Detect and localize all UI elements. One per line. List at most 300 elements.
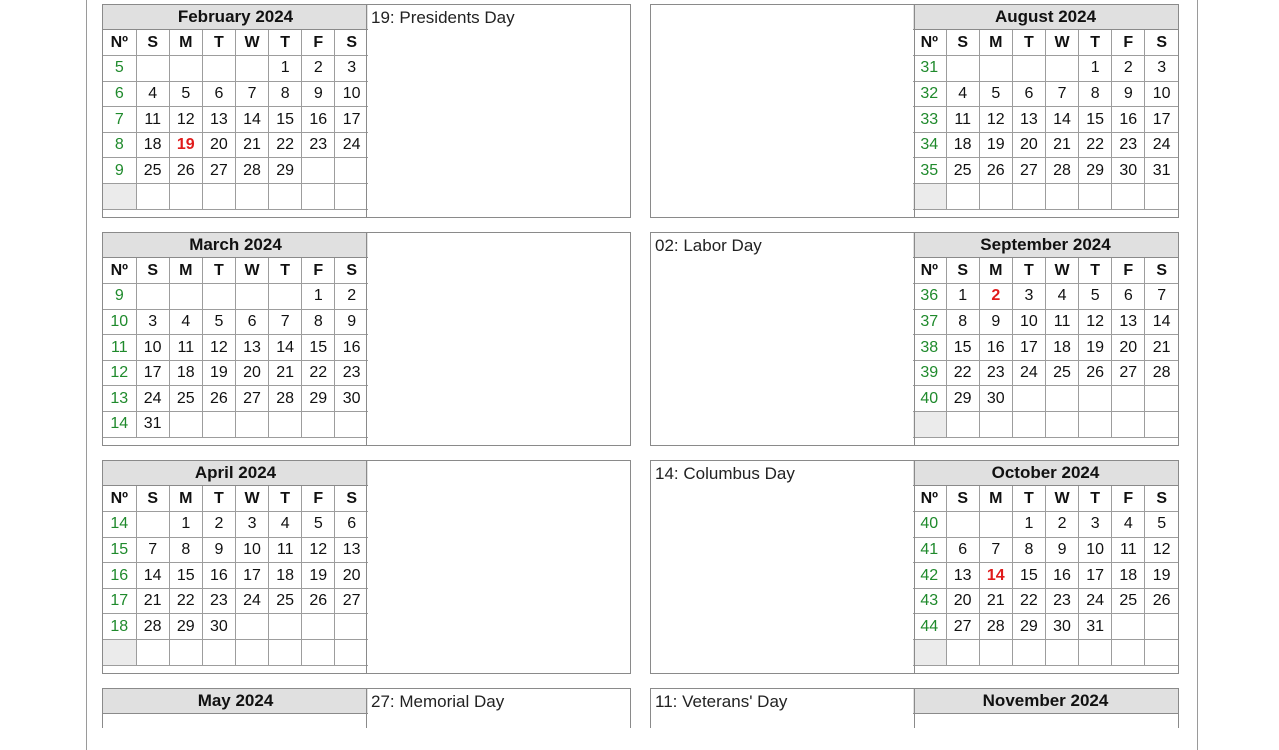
day-cell: 29 <box>1012 614 1045 640</box>
week-row <box>103 412 368 438</box>
day-cell: 9 <box>335 309 368 335</box>
month-panel <box>650 460 1179 674</box>
day-cell: 9 <box>302 81 335 107</box>
month-panel <box>650 232 1179 446</box>
month-title: May 2024 <box>103 689 368 714</box>
day-cell: 25 <box>946 158 979 184</box>
day-cell: 15 <box>269 107 302 133</box>
empty-day <box>302 184 335 210</box>
day-cell: 24 <box>1079 588 1112 614</box>
day-cell: 17 <box>1012 335 1045 361</box>
day-cell: 25 <box>136 158 169 184</box>
day-cell: 15 <box>302 335 335 361</box>
day-cell: 6 <box>1112 284 1145 310</box>
day-cell: 27 <box>946 614 979 640</box>
day-cell: 3 <box>236 512 269 538</box>
day-cell: 10 <box>1079 537 1112 563</box>
weekday-header-row <box>103 30 368 56</box>
empty-day <box>202 284 235 310</box>
day-cell: 29 <box>1079 158 1112 184</box>
day-cell: 20 <box>202 132 235 158</box>
week-row <box>913 588 1178 614</box>
week-number: 12 <box>103 360 136 386</box>
day-cell: 23 <box>979 360 1012 386</box>
empty-day <box>1079 412 1112 438</box>
day-cell: 21 <box>236 132 269 158</box>
day-cell: 20 <box>1012 132 1045 158</box>
day-cell: 23 <box>335 360 368 386</box>
empty-day <box>946 56 979 82</box>
empty-day <box>236 284 269 310</box>
day-cell: 4 <box>946 81 979 107</box>
day-cell: 25 <box>1112 588 1145 614</box>
empty-day <box>1079 184 1112 210</box>
empty-day <box>1079 386 1112 412</box>
holiday-day-cell: 19 <box>169 132 202 158</box>
month-panel <box>650 688 1179 728</box>
holiday-notes: 27: Memorial Day <box>366 689 630 728</box>
week-row <box>103 184 368 210</box>
day-cell: 8 <box>1079 81 1112 107</box>
day-cell: 31 <box>136 412 169 438</box>
week-number: 39 <box>913 360 946 386</box>
week-number-header: Nº <box>103 30 136 56</box>
day-cell: 10 <box>136 335 169 361</box>
month-calendar <box>103 461 368 666</box>
day-cell: 7 <box>1046 81 1079 107</box>
empty-day <box>1079 640 1112 666</box>
day-cell: 18 <box>1112 563 1145 589</box>
weekday-header: F <box>1112 258 1145 284</box>
day-cell: 20 <box>236 360 269 386</box>
empty-day <box>202 184 235 210</box>
week-number: 41 <box>913 537 946 563</box>
day-cell: 7 <box>136 537 169 563</box>
day-cell: 29 <box>946 386 979 412</box>
weekday-header: W <box>1046 30 1079 56</box>
day-cell: 6 <box>236 309 269 335</box>
day-cell: 17 <box>136 360 169 386</box>
weekday-header: S <box>335 258 368 284</box>
day-cell: 22 <box>946 360 979 386</box>
day-cell: 23 <box>202 588 235 614</box>
week-row <box>103 56 368 82</box>
empty-day <box>136 640 169 666</box>
week-row <box>103 309 368 335</box>
weekday-header: F <box>302 486 335 512</box>
weekday-header: F <box>1112 30 1145 56</box>
weekday-header-row <box>103 486 368 512</box>
day-cell: 7 <box>1145 284 1178 310</box>
week-number: 6 <box>103 81 136 107</box>
month-title: October 2024 <box>913 461 1178 486</box>
day-cell: 26 <box>979 158 1012 184</box>
day-cell: 18 <box>946 132 979 158</box>
weekday-header: S <box>946 486 979 512</box>
day-cell: 26 <box>202 386 235 412</box>
day-cell: 18 <box>1046 335 1079 361</box>
day-cell: 13 <box>335 537 368 563</box>
weekday-header-row <box>103 258 368 284</box>
day-cell: 28 <box>236 158 269 184</box>
day-cell: 3 <box>136 309 169 335</box>
day-cell: 11 <box>946 107 979 133</box>
empty-day <box>236 56 269 82</box>
day-cell: 2 <box>335 284 368 310</box>
day-cell: 26 <box>169 158 202 184</box>
holiday-notes: 19: Presidents Day <box>366 5 630 217</box>
weekday-header: T <box>1012 30 1045 56</box>
month-calendar <box>103 5 368 210</box>
weekday-header: T <box>202 30 235 56</box>
day-cell: 8 <box>302 309 335 335</box>
week-row <box>103 588 368 614</box>
day-cell: 2 <box>1112 56 1145 82</box>
week-row <box>103 158 368 184</box>
weekday-header: S <box>1145 486 1178 512</box>
empty-day <box>269 412 302 438</box>
weekday-header: S <box>335 30 368 56</box>
week-row <box>103 386 368 412</box>
empty-day <box>236 614 269 640</box>
empty-day <box>302 640 335 666</box>
day-cell: 10 <box>1012 309 1045 335</box>
week-number: 32 <box>913 81 946 107</box>
day-cell: 21 <box>136 588 169 614</box>
weekday-header: T <box>1079 486 1112 512</box>
empty-day <box>1012 412 1045 438</box>
week-row <box>913 412 1178 438</box>
empty-day <box>979 412 1012 438</box>
week-row <box>913 81 1178 107</box>
day-cell: 7 <box>979 537 1012 563</box>
empty-day <box>979 184 1012 210</box>
weekday-header: S <box>946 258 979 284</box>
empty-day <box>335 184 368 210</box>
day-grid <box>913 486 1178 666</box>
day-cell: 21 <box>979 588 1012 614</box>
day-cell: 15 <box>1079 107 1112 133</box>
empty-day <box>136 512 169 538</box>
weekday-header: T <box>269 30 302 56</box>
day-cell: 9 <box>1046 537 1079 563</box>
day-cell: 29 <box>169 614 202 640</box>
month-panel <box>102 4 631 218</box>
empty-day <box>169 184 202 210</box>
week-number: 7 <box>103 107 136 133</box>
empty-day <box>169 640 202 666</box>
week-row <box>913 386 1178 412</box>
day-cell: 31 <box>1079 614 1112 640</box>
empty-day <box>236 412 269 438</box>
day-cell: 19 <box>1145 563 1178 589</box>
empty-day <box>302 412 335 438</box>
week-row <box>913 614 1178 640</box>
day-cell: 13 <box>202 107 235 133</box>
day-cell: 28 <box>136 614 169 640</box>
day-cell: 20 <box>946 588 979 614</box>
day-cell: 22 <box>169 588 202 614</box>
day-cell: 19 <box>202 360 235 386</box>
day-cell: 11 <box>1112 537 1145 563</box>
empty-day <box>136 184 169 210</box>
day-cell: 24 <box>236 588 269 614</box>
weekday-header: W <box>236 486 269 512</box>
day-cell: 9 <box>1112 81 1145 107</box>
weekday-header: T <box>269 258 302 284</box>
weekday-header: T <box>1012 486 1045 512</box>
day-cell: 27 <box>1012 158 1045 184</box>
day-cell: 13 <box>1112 309 1145 335</box>
weekday-header: S <box>136 258 169 284</box>
day-cell: 4 <box>136 81 169 107</box>
day-cell: 17 <box>236 563 269 589</box>
week-number <box>913 640 946 666</box>
week-number: 5 <box>103 56 136 82</box>
week-number-header: Nº <box>103 486 136 512</box>
week-number: 9 <box>103 284 136 310</box>
week-row <box>913 309 1178 335</box>
empty-day <box>136 56 169 82</box>
day-cell: 4 <box>1112 512 1145 538</box>
day-cell: 1 <box>169 512 202 538</box>
weekday-header: M <box>979 30 1012 56</box>
day-cell: 6 <box>202 81 235 107</box>
day-cell: 1 <box>946 284 979 310</box>
calendar-page <box>86 0 1198 750</box>
day-cell: 18 <box>269 563 302 589</box>
empty-day <box>1012 386 1045 412</box>
week-number: 13 <box>103 386 136 412</box>
day-cell: 14 <box>236 107 269 133</box>
day-cell: 30 <box>1112 158 1145 184</box>
day-grid <box>913 30 1178 210</box>
day-cell: 13 <box>236 335 269 361</box>
day-cell: 4 <box>169 309 202 335</box>
day-cell: 3 <box>335 56 368 82</box>
empty-day <box>335 614 368 640</box>
day-cell: 12 <box>1145 537 1178 563</box>
day-cell: 20 <box>1112 335 1145 361</box>
week-number: 9 <box>103 158 136 184</box>
week-row <box>103 335 368 361</box>
week-number <box>913 184 946 210</box>
week-row <box>103 563 368 589</box>
empty-day <box>169 56 202 82</box>
day-cell: 16 <box>979 335 1012 361</box>
week-number-header: Nº <box>103 258 136 284</box>
weekday-header: S <box>1145 30 1178 56</box>
week-number: 14 <box>103 512 136 538</box>
empty-day <box>1145 640 1178 666</box>
weekday-header: F <box>302 258 335 284</box>
weekday-header-row <box>913 258 1178 284</box>
empty-day <box>169 412 202 438</box>
month-panel <box>650 4 1179 218</box>
day-cell: 24 <box>335 132 368 158</box>
weekday-header: M <box>979 258 1012 284</box>
weekday-header: W <box>236 30 269 56</box>
weekday-header: F <box>1112 486 1145 512</box>
holiday-notes: 14: Columbus Day <box>651 461 915 673</box>
empty-day <box>1112 640 1145 666</box>
day-cell: 11 <box>1046 309 1079 335</box>
day-grid <box>913 258 1178 438</box>
week-number: 8 <box>103 132 136 158</box>
day-cell: 1 <box>1079 56 1112 82</box>
week-row <box>913 132 1178 158</box>
day-cell: 6 <box>946 537 979 563</box>
week-row <box>913 158 1178 184</box>
empty-day <box>1145 184 1178 210</box>
weekday-header: M <box>169 486 202 512</box>
empty-day <box>335 640 368 666</box>
empty-day <box>1112 614 1145 640</box>
week-number: 37 <box>913 309 946 335</box>
empty-day <box>202 56 235 82</box>
day-cell: 28 <box>1046 158 1079 184</box>
day-cell: 9 <box>202 537 235 563</box>
empty-day <box>1145 614 1178 640</box>
week-number: 40 <box>913 512 946 538</box>
day-grid <box>103 258 368 438</box>
week-row <box>913 335 1178 361</box>
month-title: September 2024 <box>913 233 1178 258</box>
day-cell: 4 <box>1046 284 1079 310</box>
holiday-notes <box>366 461 630 673</box>
day-cell: 25 <box>269 588 302 614</box>
week-number: 18 <box>103 614 136 640</box>
month-panel <box>102 688 631 728</box>
empty-day <box>202 412 235 438</box>
month-title: August 2024 <box>913 5 1178 30</box>
week-row <box>103 614 368 640</box>
month-title: March 2024 <box>103 233 368 258</box>
week-row <box>103 81 368 107</box>
weekday-header: S <box>335 486 368 512</box>
day-cell: 21 <box>269 360 302 386</box>
day-cell: 5 <box>1145 512 1178 538</box>
month-calendar <box>913 5 1178 210</box>
holiday-day-cell: 2 <box>979 284 1012 310</box>
empty-day <box>302 158 335 184</box>
day-cell: 30 <box>335 386 368 412</box>
week-number-header: Nº <box>913 258 946 284</box>
weekday-header: T <box>1079 30 1112 56</box>
day-cell: 9 <box>979 309 1012 335</box>
week-row <box>913 360 1178 386</box>
week-number: 34 <box>913 132 946 158</box>
empty-day <box>335 158 368 184</box>
empty-day <box>946 412 979 438</box>
day-cell: 24 <box>136 386 169 412</box>
day-cell: 21 <box>1046 132 1079 158</box>
week-number: 44 <box>913 614 946 640</box>
day-cell: 19 <box>302 563 335 589</box>
empty-day <box>1046 184 1079 210</box>
empty-day <box>169 284 202 310</box>
day-cell: 16 <box>1112 107 1145 133</box>
month-calendar <box>103 233 368 438</box>
day-cell: 27 <box>236 386 269 412</box>
empty-day <box>1046 386 1079 412</box>
day-cell: 14 <box>136 563 169 589</box>
day-cell: 23 <box>302 132 335 158</box>
day-cell: 18 <box>136 132 169 158</box>
day-cell: 22 <box>302 360 335 386</box>
day-cell: 1 <box>269 56 302 82</box>
week-number: 35 <box>913 158 946 184</box>
day-cell: 24 <box>1012 360 1045 386</box>
week-row <box>103 360 368 386</box>
day-cell: 27 <box>335 588 368 614</box>
day-cell: 17 <box>1145 107 1178 133</box>
day-cell: 1 <box>1012 512 1045 538</box>
week-number-header: Nº <box>913 30 946 56</box>
day-cell: 10 <box>1145 81 1178 107</box>
week-number: 33 <box>913 107 946 133</box>
empty-day <box>1012 56 1045 82</box>
day-cell: 11 <box>269 537 302 563</box>
week-number: 14 <box>103 412 136 438</box>
day-cell: 12 <box>169 107 202 133</box>
day-cell: 21 <box>1145 335 1178 361</box>
day-grid <box>103 486 368 666</box>
day-cell: 30 <box>202 614 235 640</box>
empty-day <box>1112 412 1145 438</box>
week-number: 17 <box>103 588 136 614</box>
day-cell: 20 <box>335 563 368 589</box>
day-cell: 10 <box>335 81 368 107</box>
day-cell: 27 <box>1112 360 1145 386</box>
day-cell: 19 <box>979 132 1012 158</box>
day-cell: 16 <box>1046 563 1079 589</box>
week-row <box>913 56 1178 82</box>
day-cell: 3 <box>1012 284 1045 310</box>
day-cell: 8 <box>169 537 202 563</box>
empty-day <box>1012 640 1045 666</box>
day-cell: 25 <box>1046 360 1079 386</box>
empty-day <box>136 284 169 310</box>
day-cell: 14 <box>269 335 302 361</box>
week-number-header: Nº <box>913 486 946 512</box>
week-row <box>103 537 368 563</box>
week-number: 31 <box>913 56 946 82</box>
weekday-header: S <box>1145 258 1178 284</box>
weekday-header: T <box>269 486 302 512</box>
day-cell: 16 <box>202 563 235 589</box>
weekday-header: T <box>1012 258 1045 284</box>
day-cell: 12 <box>302 537 335 563</box>
day-cell: 2 <box>1046 512 1079 538</box>
week-number: 40 <box>913 386 946 412</box>
day-cell: 29 <box>269 158 302 184</box>
day-cell: 17 <box>1079 563 1112 589</box>
day-cell: 14 <box>1145 309 1178 335</box>
day-cell: 6 <box>1012 81 1045 107</box>
week-row <box>913 184 1178 210</box>
day-cell: 15 <box>169 563 202 589</box>
day-cell: 5 <box>202 309 235 335</box>
holiday-notes: 02: Labor Day <box>651 233 915 445</box>
weekday-header: T <box>202 258 235 284</box>
week-row <box>103 107 368 133</box>
day-cell: 1 <box>302 284 335 310</box>
day-cell: 8 <box>269 81 302 107</box>
holiday-notes <box>651 5 915 217</box>
weekday-header: W <box>236 258 269 284</box>
weekday-header-row <box>913 30 1178 56</box>
